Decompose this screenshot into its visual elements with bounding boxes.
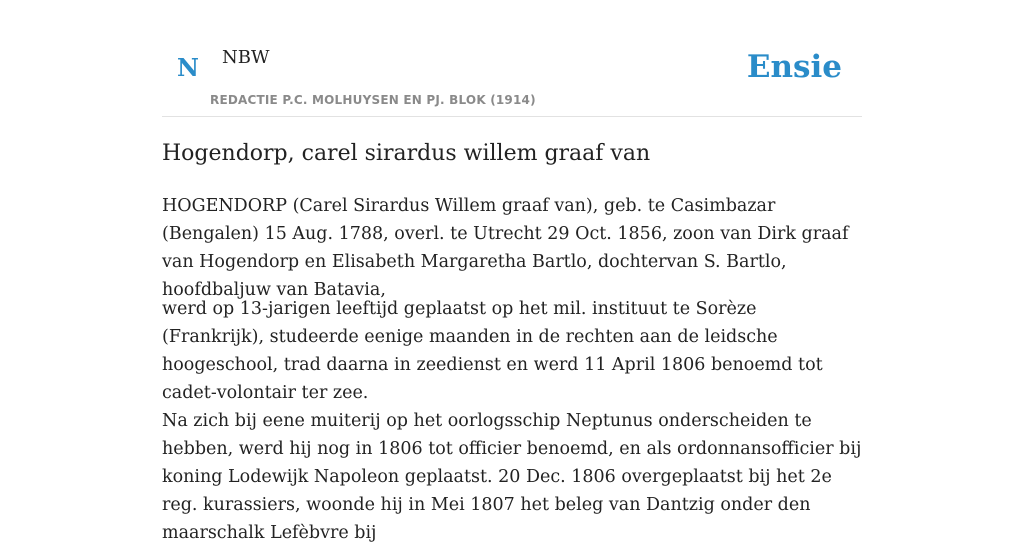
article-paragraph: HOGENDORP (Carel Sirardus Willem graaf van), geb. te Casimbazar (Bengalen) 15 Aug. 1788, overl. te Utrecht 29 Oct. 1856, zoon van Dirk graaf van Hogendorp en Elisabeth Margaretha Bartlo, dochtervan S. Bartlo, hoofdbaljuw van Batavia, [162, 196, 849, 300]
source-title[interactable]: NBW [222, 47, 270, 68]
source-subtitle: REDACTIE P.C. MOLHUYSEN EN PJ. BLOK (1914) [210, 93, 536, 107]
ensie-logo[interactable]: Ensie [746, 49, 842, 85]
source-header [162, 0, 862, 117]
article-title: Hogendorp, carel sirardus willem graaf van [162, 141, 651, 166]
article-paragraph: Na zich bij eene muiterij op het oorlogsschip Neptunus onderscheiden te hebben, werd hij nog in 1806 tot officier benoemd, en als ordonnansofficier bij koning Lodewijk Napoleon geplaatst. 20 Dec. 1806 overgeplaatst bij het 2e reg. kurassiers, woonde hij in Mei 1807 het beleg van Dantzig onder den maarschalk Lefèbvre bij [162, 411, 862, 543]
source-logo[interactable]: N [177, 53, 199, 82]
article-paragraph: werd op 13-jarigen leeftijd geplaatst op het mil. instituut te Sorèze (Frankrijk), studeerde eenige maanden in de rechten aan de leidsche hoogeschool, trad daarna in zeedienst en werd 11 April 1806 benoemd tot cadet-volontair ter zee. [162, 299, 823, 403]
